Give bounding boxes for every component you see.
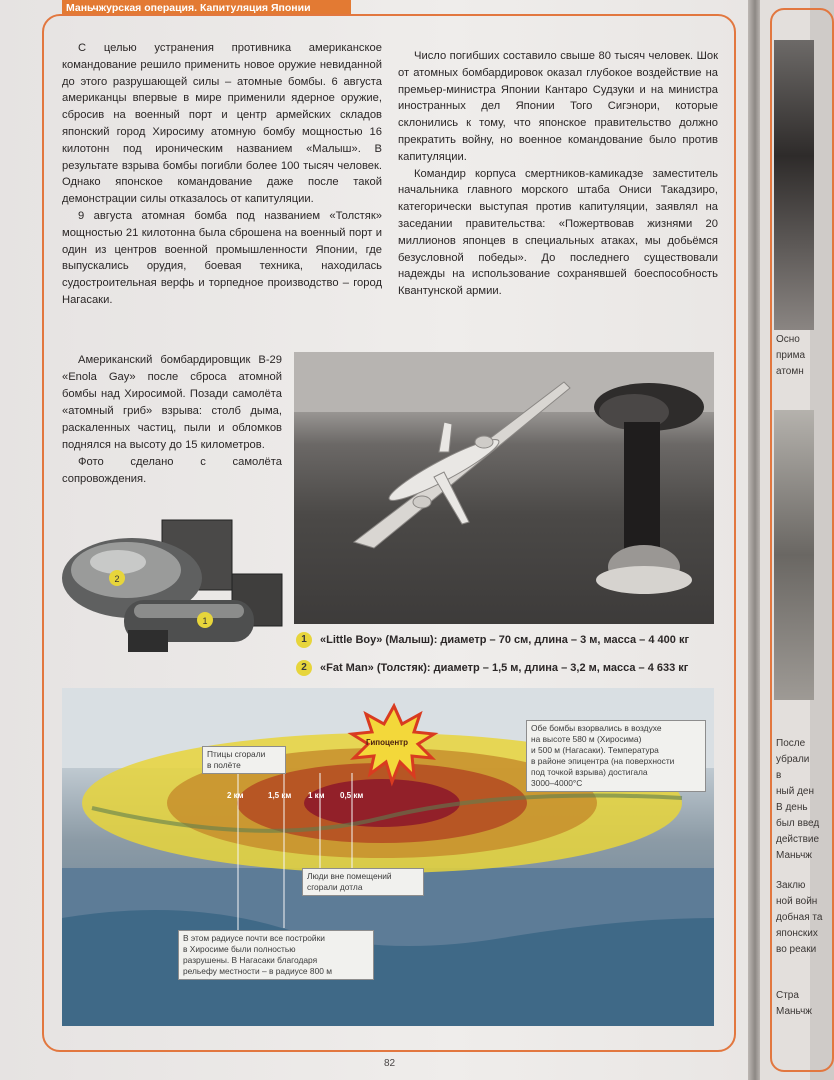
next-page-text: Стра	[776, 990, 799, 1001]
paragraph: Число погибших составило свыше 80 тысяч человек. Шок от атомных бомбардировок оказал глубокое воздействие на премьер-министра Японии Кантаро Судзуки и на министра иностранных дел Японии Того Сигэнори, которые склонились к тому, что японское правительство должно прекратить войну, но военное командование было против капитуляции.	[398, 50, 718, 163]
ring-label-2km: 2 км	[227, 791, 244, 800]
birds-annotation: Птицы сгорали в полёте	[202, 746, 286, 774]
paragraph: 9 августа атомная бомба под названием «Толстяк» мощностью 21 килотонна была сброшена на военный порт и один из центров военной промышленности Японии, где выпускались орудия, боевая техника, находилась судостроительная верфь и торпедное производство – город Нагасаки.	[62, 209, 382, 306]
next-page-city-photo	[774, 410, 814, 700]
ring-label-1-5km: 1,5 км	[268, 791, 292, 800]
legend-item-little-boy	[296, 632, 689, 648]
ring-label-1km: 1 км	[308, 791, 325, 800]
next-page-text: в	[776, 770, 782, 781]
next-page-portrait-photo	[774, 40, 814, 330]
svg-text:1: 1	[202, 616, 208, 626]
epicenter-label: Гипоцентр	[366, 738, 408, 747]
next-page-text: японских	[776, 928, 818, 939]
next-page-text: ной войн	[776, 896, 818, 907]
next-page-text: Заклю	[776, 880, 806, 891]
paragraph: С целью устранения противника американское командование решило применить новое оружие невиданной до этого разрушающей силы – атомные бомбы. 6 августа американцы впервые в мире применили ядерное оружие, сбросив на военный порт и центр армейских складов японский город Хиросиму атомную бомбу мощностью 16 килотонн под ироническим названием «Малыш». В результате взрыва бомбы погибли более 100 тысяч человек. Однако японское командование даже после такой демонстрации силы отказалось от капитуляции.	[62, 42, 382, 206]
next-page-text: ный ден	[776, 786, 814, 797]
next-page-text: Осно	[776, 334, 800, 345]
caption-paragraph: Фото сделано с самолёта сопровождения.	[62, 456, 282, 485]
blast-radius-map	[62, 688, 714, 1026]
next-page-text: действие	[776, 834, 820, 845]
enola-gay-photo	[294, 352, 714, 624]
mushroom-cloud	[594, 383, 704, 594]
next-page-text: Маньчж	[776, 1006, 812, 1017]
caption-paragraph: Американский бомбардировщик B-29 «Enola Gay» после сброса атомной бомбы над Хиросимой. Позади самолёта «атомный гриб» взрыва: столб дыма, раскаленных частиц, пыли и обломков поднялся на высоту до 15 километров.	[62, 354, 282, 451]
page-number: 82	[384, 1058, 396, 1069]
legend-item-fat-man	[296, 660, 688, 676]
left-text-column	[62, 40, 382, 309]
running-header: Маньчжурская операция. Капитуляция Японии	[62, 0, 351, 16]
next-page-text: прима	[776, 350, 805, 361]
next-page-text: был введ	[776, 818, 820, 829]
legend-text: «Little Boy» (Малыш): диаметр – 70 см, длина – 3 м, масса – 4 400 кг	[320, 633, 690, 646]
next-page-text: атомн	[776, 366, 804, 377]
ring-label-0-5km: 0,5 км	[340, 791, 364, 800]
bombs-illustration	[62, 512, 292, 672]
legend-text: «Fat Man» (Толстяк): диаметр – 1,5 м, длина – 3,2 м, масса – 4 633 кг	[320, 661, 689, 674]
next-page-text: убрали	[776, 754, 810, 765]
legend-number: 2	[296, 660, 312, 676]
photo-illustration	[294, 352, 714, 624]
paragraph: Командир корпуса смертников-камикадзе заместитель начальника главного морского штаба Ониси Такадзиро, категорически выступая против капитуляции, заявлял на заседании правительства: «Пожертвовав жизнями 20 миллионов японцев в специальных атаках, мы добьёмся безусловной победы». До последнего существовали надежды на использование сохранявшей боеспособность Квантунской армии.	[398, 167, 718, 298]
photo-caption	[62, 352, 282, 488]
next-page-text: Маньчж	[776, 850, 812, 861]
people-annotation: Люди вне помещений сгорали дотла	[302, 868, 424, 896]
altitude-annotation: Обе бомбы взорвались в воздухе на высоте 580 м (Хиросима) и 500 м (Нагасаки). Температура в районе эпицентра (на поверхности под точкой взрыва) достигала 3000–4000°С	[526, 720, 706, 792]
radius-annotation: В этом радиусе почти все постройки в Хиросиме были полностью разрушены. В Нагасаки благодаря рельефу местности – в радиусе 800 м	[178, 930, 374, 980]
next-page-edge	[760, 0, 823, 1080]
next-page-text: во реаки	[776, 944, 817, 955]
legend-number: 1	[296, 632, 312, 648]
next-page-text: В день	[776, 802, 808, 813]
next-page-text: После	[776, 738, 806, 749]
next-page-text: добная та	[776, 912, 823, 923]
svg-text:2: 2	[114, 574, 120, 584]
right-text-column	[398, 48, 718, 300]
